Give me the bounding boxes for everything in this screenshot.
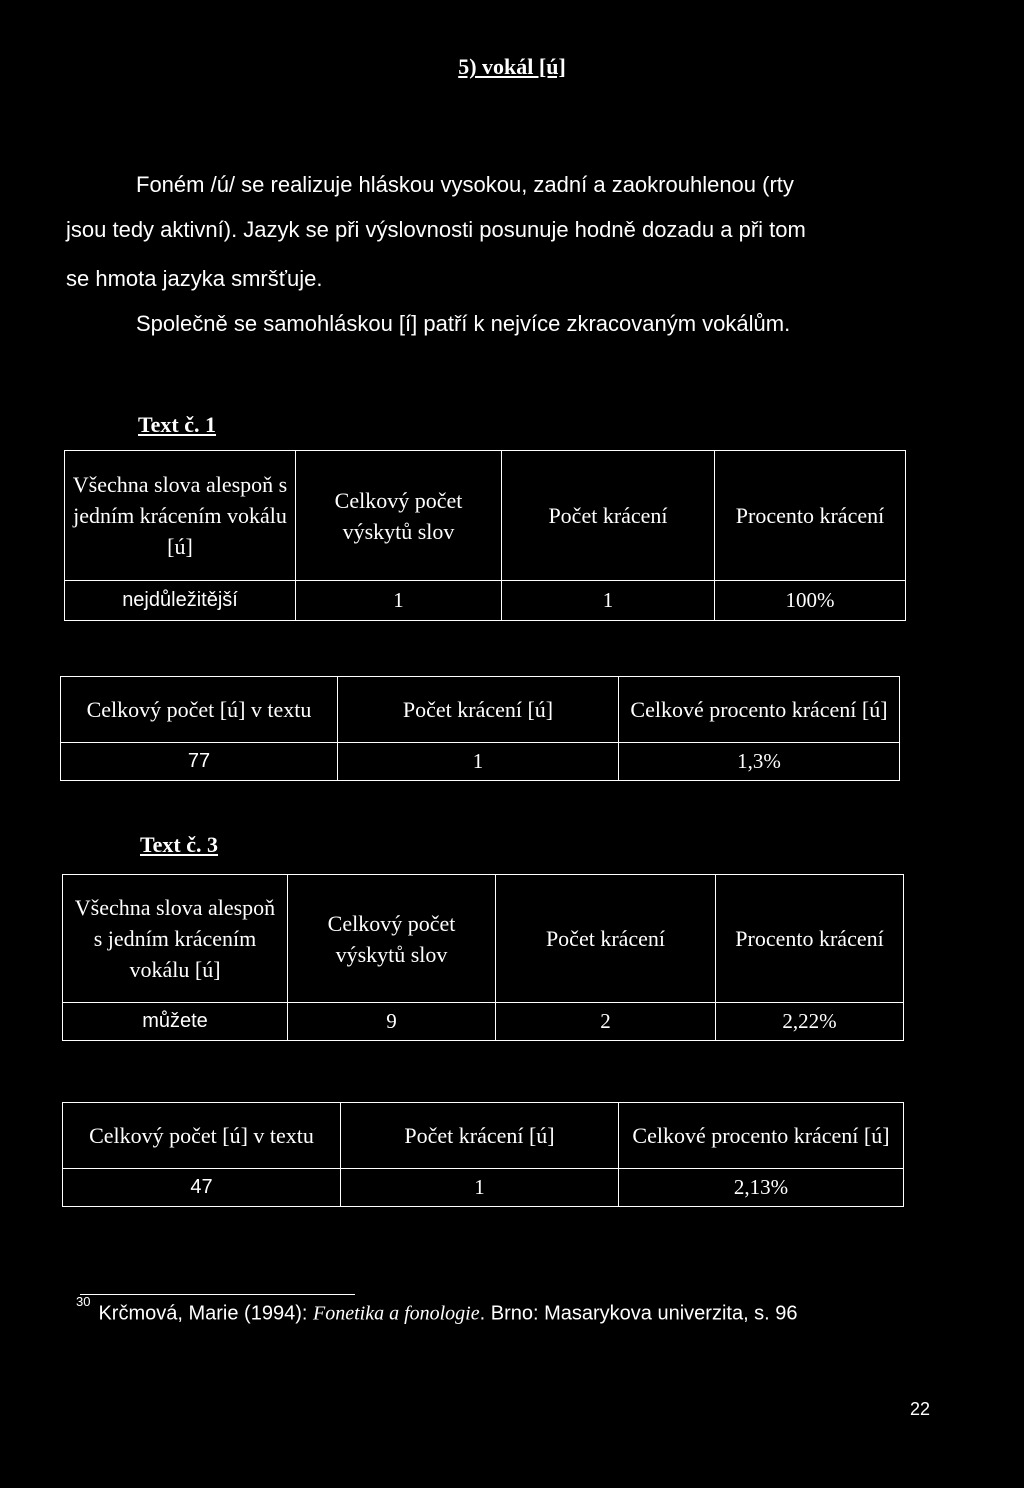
table-header-row: [63, 875, 904, 1003]
percent-cell: 2,22%: [716, 1003, 904, 1041]
header-cell: Celkové procento krácení [ú]: [619, 677, 900, 743]
text1-summary-table: [60, 676, 900, 781]
header-cell: Procento krácení: [716, 875, 904, 1003]
table-header-row: [61, 677, 900, 743]
table-row: [63, 1003, 904, 1041]
shortening-cell: 1: [341, 1169, 619, 1207]
header-cell: Počet krácení: [496, 875, 716, 1003]
text1-words-table: [64, 450, 906, 621]
total-cell: 47: [63, 1169, 341, 1207]
paragraph-line-2: jsou tedy aktivní). Jazyk se při výslovnosti posunuje hodně dozadu a při tom: [66, 217, 806, 242]
section-heading: 5) vokál [ú]: [458, 54, 566, 79]
footnote-author: Krčmová, Marie (1994):: [98, 1302, 313, 1325]
header-cell: Procento krácení: [715, 451, 906, 581]
shortening-cell: 1: [338, 743, 619, 781]
table-row: [65, 581, 906, 621]
header-cell: Celkové procento krácení [ú]: [619, 1103, 904, 1169]
shortening-cell: 1: [502, 581, 715, 621]
header-cell: Celkový počet [ú] v textu: [63, 1103, 341, 1169]
table-header-row: [65, 451, 906, 581]
total-cell: 77: [61, 743, 338, 781]
header-cell: Počet krácení [ú]: [338, 677, 619, 743]
header-cell: Všechna slova alespoň s jedním krácením vokálu [ú]: [63, 875, 288, 1003]
word-cell: můžete: [63, 1003, 288, 1041]
header-cell: Celkový počet [ú] v textu: [61, 677, 338, 743]
footnote-number: 30: [76, 1294, 91, 1309]
footnote: [76, 1294, 798, 1326]
header-cell: Všechna slova alespoň s jedním krácením vokálu [ú]: [65, 451, 296, 581]
paragraph-line-1: Foném /ú/ se realizuje hláskou vysokou, zadní a zaokrouhlenou (rty: [136, 172, 794, 197]
table-row: [61, 743, 900, 781]
footnote-publisher: . Brno: Masarykova univerzita, s. 96: [479, 1302, 798, 1325]
header-cell: Celkový počet výskytů slov: [296, 451, 502, 581]
paragraph-line-3: se hmota jazyka smršťuje.: [66, 266, 323, 291]
paragraph-line-4: Společně se samohláskou [í] patří k nejvíce zkracovaným vokálům.: [136, 311, 791, 336]
text1-label: Text č. 1: [138, 412, 217, 437]
text3-words-table: [62, 874, 904, 1041]
shortening-cell: 2: [496, 1003, 716, 1041]
page-number: 22: [909, 1399, 930, 1419]
word-cell: nejdůležitější: [65, 581, 296, 621]
count-cell: 9: [288, 1003, 496, 1041]
footnote-title: Fonetika a fonologie: [312, 1302, 480, 1325]
footnote-separator: [80, 1294, 355, 1295]
text3-summary-table: [62, 1102, 904, 1207]
percent-cell: 2,13%: [619, 1169, 904, 1207]
percent-cell: 100%: [715, 581, 906, 621]
header-cell: Celkový počet výskytů slov: [288, 875, 496, 1003]
table-row: [63, 1169, 904, 1207]
percent-cell: 1,3%: [619, 743, 900, 781]
table-header-row: [63, 1103, 904, 1169]
header-cell: Počet krácení: [502, 451, 715, 581]
text3-label: Text č. 3: [140, 832, 219, 857]
count-cell: 1: [296, 581, 502, 621]
header-cell: Počet krácení [ú]: [341, 1103, 619, 1169]
